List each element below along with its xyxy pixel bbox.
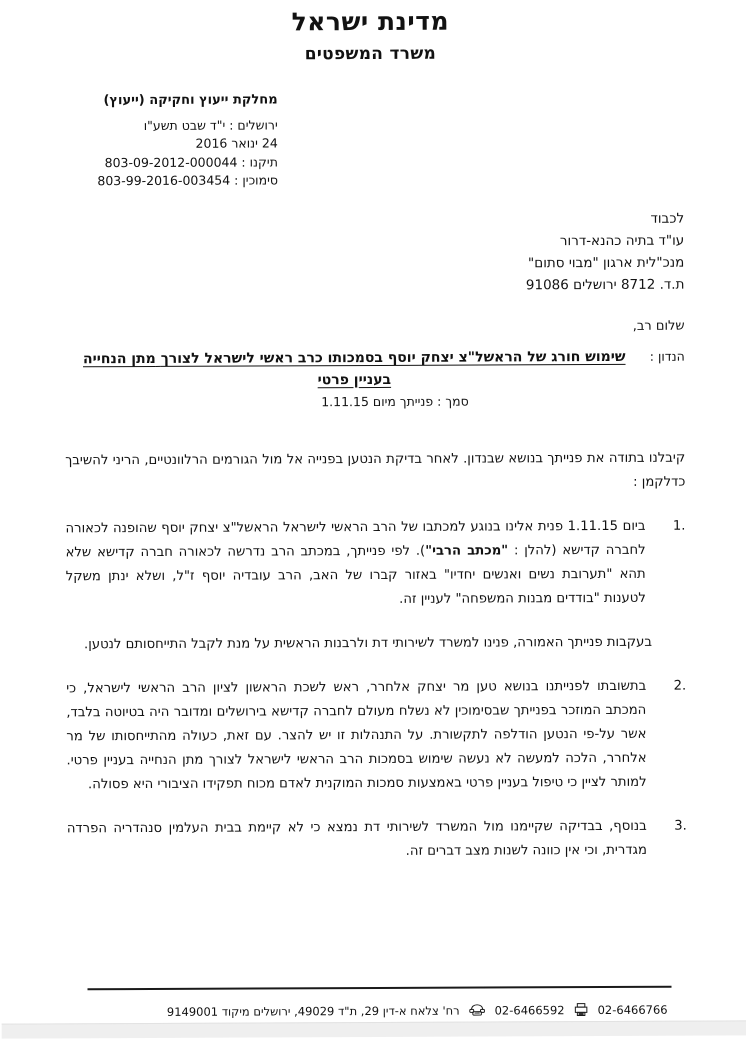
subject-text: [66, 347, 645, 393]
item-2-number: 2.: [647, 675, 688, 795]
phone-number: 02-6466592: [496, 1003, 566, 1017]
greeting: שלום רב,: [66, 319, 686, 337]
item-1-number: 1.: [646, 515, 686, 611]
item-1-emphasis: "מכתב הרבי": [426, 543, 509, 558]
item-1-text-part-2: ). לפי פנייתך, במכתב הרב נדרשה לכאורה חברה קדישא שלא תהא "תערובת נשים ואנשים יחדיו" באזור קברו של האב, הרב עובדיה יוסף ז"ל, ושלא ינתן משקל לטענות "בודדים מבנות המשפחה" לעניין זה.: [67, 544, 647, 607]
file-number-value: 803-09-2012-000044: [106, 153, 239, 172]
item-2-text: בתשובתו לפנייתנו בנושא טען מר יצחק אלחרר, ראש לשכת הראשון לציון הרב הראשי לישראל, כי המכתב המוזכר בפנייתך שבסימוכין לא נשלח מעולם לחברה קדישא בירושלים ומדובר היה בטיוטה בלבד, אשר על-פי הנטען הודלפה לתקשורת. על התנהלות זו יש להצר. עם זאת, כעולה מהתייחסותו של מר אלחרר, הלכה למעשה לא נעשה שימוש בסמכות הרב הראשי לישראל לצורך מתן הנחייה בעניין פרטי. למותר לציין כי טיפול בעניין פרטי באמצעות סמכות המוקנית לאדם מכוח תפקידו הציבורי היא פסולה.: [67, 675, 648, 798]
addressee-address: ת.ד. 8712 ירושלים 91086: [265, 274, 685, 298]
subject-label: הנדון :: [651, 348, 686, 364]
subject-line-2: מתן הנחייה בעניין פרטי: [84, 351, 392, 388]
state-name: מדינת ישראל: [0, 6, 744, 38]
item-1-text: [66, 515, 646, 614]
numbered-item-1: [66, 515, 686, 614]
opening-paragraph: קיבלנו בתודה את פנייתך בנושא שבנדון. לאחר בדיקת הנטען בפנייה אל מול הגורמים הרלוונטיים, הריני להשיבך כדלקמן :: [66, 447, 686, 498]
masthead: [0, 6, 744, 65]
footer: [93, 1002, 669, 1020]
addressee-salutation: לכבוד: [265, 209, 685, 233]
item-3-number: 3.: [648, 815, 688, 863]
subject-row: [66, 347, 686, 393]
numbered-item-2: [67, 675, 688, 798]
scan-edge-strip: [3, 1020, 746, 1038]
ministry-name: משרד המשפטים: [0, 42, 744, 65]
addressee-role: מנכ"לית ארגון "מבוי סתום": [265, 252, 685, 276]
item-1-text-part-1: ביום 1.11.15 פנית אלינו בנוגע למכתבו של הרב הראשי לישראל הראשל"צ יצחק יוסף שהופנה לכאורה לחברה קדישא (להלן :: [66, 519, 646, 559]
date-gregorian: 24 ינואר 2016: [54, 135, 279, 154]
item-3-text: בנוסף, בבדיקה שקיימנו מול המשרד לשירותי דת נמצא כי לא קיימת בבית העלמין סנהדריה הפרדה מגדרית, וכי אין כוונה לשנות מצב דברים זה.: [68, 815, 648, 866]
addressee-name: עו"ד בתיה כהנא-דרור: [265, 230, 685, 254]
telephone-icon: [470, 1003, 487, 1018]
reference-number-label: סימוכין :: [235, 173, 279, 188]
fax-number: 02-6466766: [599, 1002, 669, 1016]
subject-line-1: שימוש חורג של הראשל"צ יצחק יוסף בסמכותו כרב ראשי לישראל לצורך: [162, 349, 627, 367]
addressee-block: [265, 209, 685, 298]
place-date-hebrew: ירושלים : י"ד שבט תשע"ו: [54, 117, 279, 136]
file-number-line: [54, 153, 279, 172]
footer-address: רח' צלאח א-דין 29, ת"ד 49029, ירושלים מיקוד 9149001: [168, 1003, 461, 1018]
file-number-label: תיקנו :: [242, 154, 279, 169]
fax-icon: [575, 1002, 590, 1017]
department-name: מחלקת ייעוץ וחקיקה (ייעוץ): [54, 90, 279, 110]
subject-block: [66, 347, 686, 411]
letterhead-block: [54, 90, 279, 191]
letter-body: [66, 447, 688, 886]
item-1-followup-paragraph: בעקבות פנייתך האמורה, פנינו למשרד לשירותי דת ולרבנות הראשית על מנת לקבל התייחסותם לנטען.: [67, 631, 653, 658]
subject-reference: סמך : פנייתך מיום 1.11.15: [66, 393, 686, 411]
reference-number-value: 803-99-2016-003454: [98, 172, 231, 191]
numbered-item-3: [68, 815, 688, 866]
reference-number-line: [54, 172, 279, 191]
footer-divider: [88, 985, 672, 990]
